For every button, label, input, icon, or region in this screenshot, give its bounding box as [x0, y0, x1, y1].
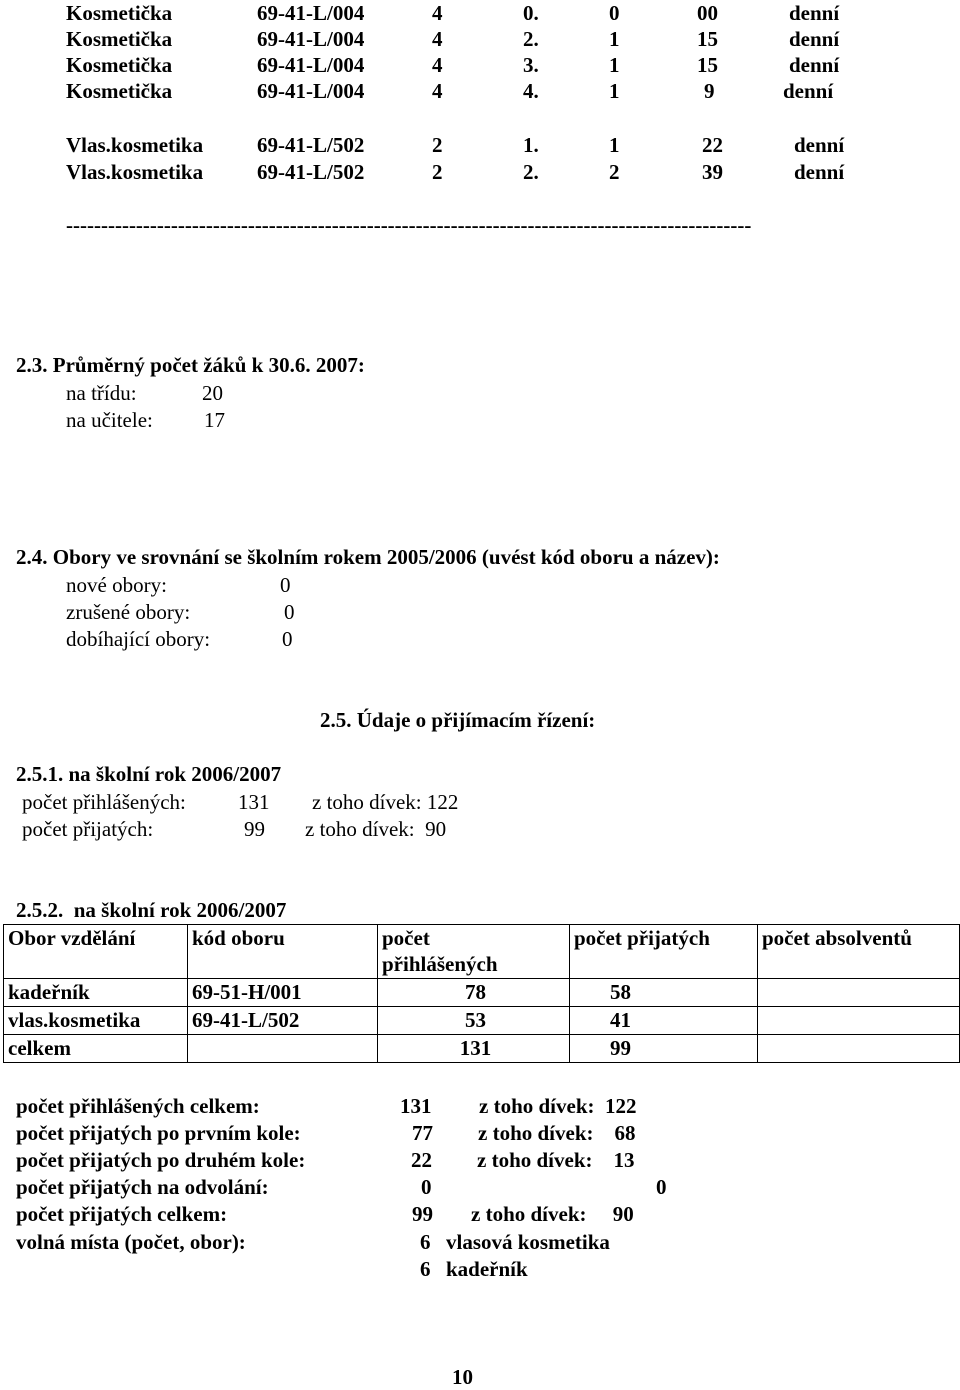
summary-row [16, 1256, 716, 1283]
listing-forma: denní [794, 160, 845, 184]
listing-delka: 2 [432, 160, 443, 184]
table-header-row [4, 925, 960, 979]
listing-row [66, 78, 866, 104]
summary-value: 0 [421, 1175, 432, 1199]
obory-nove-label: nové obory: [66, 573, 167, 597]
listing-zaku: 00 [697, 1, 718, 25]
listing-forma: denní [783, 79, 834, 103]
summary-value: 6 [420, 1230, 431, 1254]
obory-zrusene-label: zrušené obory: [66, 600, 191, 624]
listing-kod: 69-41-L/502 [257, 133, 365, 157]
listing-rocnik: 2. [523, 27, 539, 51]
listing-rocnik: 3. [523, 53, 539, 77]
prumer-ucitel-value: 17 [204, 408, 225, 432]
cell-prihlasenych: 53 [378, 1007, 570, 1035]
listing-forma: denní [789, 53, 840, 77]
subsection-heading-251: 2.5.1. na školní rok 2006/2007 [16, 762, 282, 786]
summary-label: počet přihlášených celkem: [16, 1094, 260, 1118]
separator-line: -------------------------------------------------------------------------------------------------- [66, 213, 752, 237]
listing-zaku: 9 [704, 79, 715, 103]
prijatych-value: 99 [244, 817, 265, 841]
listing-zaku: 39 [702, 160, 723, 184]
header-absolventu: počet absolventů [758, 925, 960, 979]
cell-obor: kadeřník [4, 979, 188, 1007]
summary-extra: z toho dívek: 68 [478, 1121, 636, 1145]
listing-trid: 2 [609, 160, 620, 184]
table-row [4, 979, 960, 1007]
summary-label: počet přijatých na odvolání: [16, 1175, 269, 1199]
summary-row [16, 1201, 716, 1228]
subsection-heading-252: 2.5.2. na školní rok 2006/2007 [16, 898, 287, 922]
summary-label: počet přijatých celkem: [16, 1202, 228, 1226]
listing-obor: Kosmetička [66, 79, 173, 103]
listing-row [66, 52, 866, 78]
cell-absolventu [758, 1035, 960, 1063]
summary-extra: z toho dívek: 122 [479, 1094, 637, 1118]
cell-prijatych: 58 [570, 979, 758, 1007]
cell-prijatych: 41 [570, 1007, 758, 1035]
summary-label: počet přijatých po druhém kole: [16, 1148, 306, 1172]
page-number: 10 [452, 1365, 473, 1389]
listing-obor: Kosmetička [66, 27, 173, 51]
summary-label: počet přijatých po prvním kole: [16, 1121, 301, 1145]
summary-extra: z toho dívek: 13 [477, 1148, 635, 1172]
listing-kod: 69-41-L/004 [257, 79, 365, 103]
listing-row [66, 26, 866, 52]
listing-trid: 1 [609, 53, 620, 77]
summary-row [16, 1120, 716, 1147]
table-row [4, 1007, 960, 1035]
prumer-trida-value: 20 [202, 381, 223, 405]
section-heading-prijimaci: 2.5. Údaje o přijímacím řízení: [320, 708, 596, 732]
section-heading-prumer: 2.3. Průměrný počet žáků k 30.6. 2007: [16, 353, 365, 377]
listing-obor: Vlas.kosmetika [66, 160, 204, 184]
listing-zaku: 15 [697, 53, 718, 77]
table-row [4, 1035, 960, 1063]
listing-row [66, 132, 866, 158]
listing-obor: Kosmetička [66, 1, 173, 25]
prihlasenych-value: 131 [238, 790, 270, 814]
obory-zrusene-value: 0 [284, 600, 295, 624]
listing-rocnik: 1. [523, 133, 539, 157]
summary-row [16, 1093, 716, 1120]
listing-kod: 69-41-L/004 [257, 27, 365, 51]
listing-kod: 69-41-L/502 [257, 160, 365, 184]
obory-dobihajici-label: dobíhající obory: [66, 627, 211, 651]
prihlasenych-divky: z toho dívek: 122 [312, 790, 459, 814]
summary-row [16, 1174, 716, 1201]
listing-forma: denní [789, 1, 840, 25]
listing-forma: denní [794, 133, 845, 157]
cell-obor: celkem [4, 1035, 188, 1063]
listing-delka: 2 [432, 133, 443, 157]
summary-value: 77 [412, 1121, 433, 1145]
listing-kod: 69-41-L/004 [257, 53, 365, 77]
cell-prijatych: 99 [570, 1035, 758, 1063]
listing-delka: 4 [432, 79, 443, 103]
cell-obor: vlas.kosmetika [4, 1007, 188, 1035]
listing-trid: 1 [609, 79, 620, 103]
listing-delka: 4 [432, 1, 443, 25]
listing-delka: 4 [432, 53, 443, 77]
prumer-ucitel-label: na učitele: [66, 408, 153, 432]
cell-absolventu [758, 979, 960, 1007]
summary-row [16, 1229, 716, 1256]
admissions-table [3, 924, 960, 1063]
prijatych-divky: z toho dívek: 90 [305, 817, 447, 841]
listing-rocnik: 0. [523, 1, 539, 25]
cell-kod: 69-41-L/502 [188, 1007, 378, 1035]
summary-value: 22 [411, 1148, 432, 1172]
prumer-trida-label: na třídu: [66, 381, 137, 405]
listing-zaku: 15 [697, 27, 718, 51]
header-prijatych: počet přijatých [570, 925, 758, 979]
listing-rocnik: 2. [523, 160, 539, 184]
prijatych-label: počet přijatých: [22, 817, 154, 841]
cell-absolventu [758, 1007, 960, 1035]
cell-kod: 69-51-H/001 [188, 979, 378, 1007]
summary-row [16, 1147, 716, 1174]
listing-row [66, 0, 866, 26]
listing-row [66, 159, 866, 185]
summary-value: 99 [412, 1202, 433, 1226]
listing-kod: 69-41-L/004 [257, 1, 365, 25]
listing-zaku: 22 [702, 133, 723, 157]
summary-label: volná místa (počet, obor): [16, 1230, 246, 1254]
header-prihlasenych: počet přihlášených [378, 925, 570, 979]
listing-obor: Vlas.kosmetika [66, 133, 204, 157]
listing-trid: 1 [609, 27, 620, 51]
obory-dobihajici-value: 0 [282, 627, 293, 651]
listing-trid: 1 [609, 133, 620, 157]
cell-prihlasenych: 131 [378, 1035, 570, 1063]
listing-delka: 4 [432, 27, 443, 51]
summary-value: 131 [400, 1094, 432, 1118]
listing-rocnik: 4. [523, 79, 539, 103]
obory-nove-value: 0 [280, 573, 291, 597]
prihlasenych-label: počet přihlášených: [22, 790, 186, 814]
header-obor: Obor vzdělání [4, 925, 188, 979]
summary-extra: kadeřník [446, 1257, 528, 1281]
listing-obor: Kosmetička [66, 53, 173, 77]
section-heading-obory: 2.4. Obory ve srovnání se školním rokem 2005/2006 (uvést kód oboru a název): [16, 545, 720, 569]
summary-extra: vlasová kosmetika [446, 1230, 610, 1254]
summary-value: 6 [420, 1257, 431, 1281]
summary-extra: 0 [656, 1175, 667, 1199]
listing-trid: 0 [609, 1, 620, 25]
cell-prihlasenych: 78 [378, 979, 570, 1007]
cell-kod [188, 1035, 378, 1063]
summary-extra: z toho dívek: 90 [471, 1202, 634, 1226]
header-kod: kód oboru [188, 925, 378, 979]
listing-forma: denní [789, 27, 840, 51]
